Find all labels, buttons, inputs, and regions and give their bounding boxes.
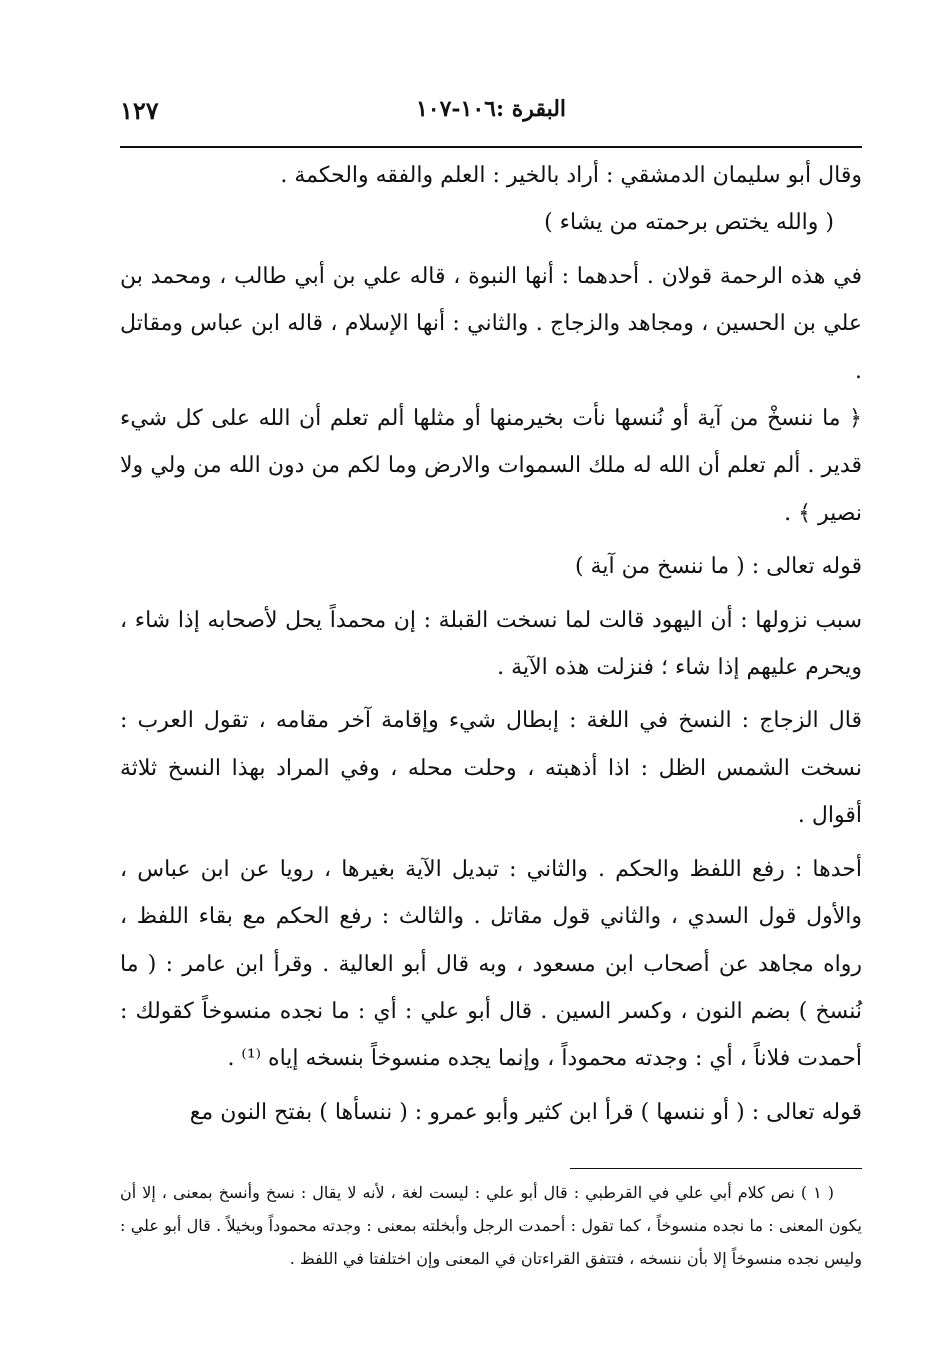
paragraph: أحدها : رفع اللفظ والحكم . والثاني : تبديل الآية بغيرها ، رويا عن ابن عباس ، والأول قول السدي ، والثاني قول مقاتل . والثالث : رفع الحكم مع بقاء اللفظ ، رواه مجاهد عن أصحاب ابن مسعود ، وبه قال أبو العالية . وقرأ ابن عامر : ( ما نُنسخ ) بضم النون ، وكسر السين . قال أبو علي : أي : ما نجده منسوخاً كقولك : أحمدت فلاناً ، أي : وجدته محموداً ، وإنما يجده منسوخاً بنسخه إياه ⁽¹⁾ . bbox=[120, 856, 862, 1072]
section-heading: قوله تعالى : ( ما ننسخ من آية ) bbox=[574, 554, 862, 580]
verse-quote: ( والله يختص برحمته من يشاء ) bbox=[544, 210, 834, 236]
main-text bbox=[120, 152, 862, 1136]
page-number: ١٢٧ bbox=[120, 96, 159, 125]
section-heading: قوله تعالى : ( أو ننسها ) قرأ ابن كثير وأبو عمرو : ( ننسأها ) بفتح النون مع bbox=[189, 1099, 862, 1125]
header-rule bbox=[120, 146, 862, 148]
footnote: ( ١ ) نص كلام أبي علي في القرطبي : قال أبو علي : ليست لغة ، لأنه لا يقال : نسخ وأنسخ بمعنى ، إلا أن يكون المعنى : ما نجده منسوخاً ، كما تقول : أحمدت الرجل وأبخلته بمعنى : وجدته محموداً وبخيلاً . قال أبو علي : وليس نجده منسوخاً إلا بأن ننسخه ، فتتفق القراءتان في المعنى وإن اختلفتا في اللفظ . bbox=[120, 1183, 862, 1268]
paragraph: قال الزجاج : النسخ في اللغة : إبطال شيء وإقامة آخر مقامه ، تقول العرب : نسخت الشمس الظل : اذا أذهبته ، وحلت محله ، وفي المراد بهذا النسخ ثلاثة أقوال . bbox=[120, 708, 862, 829]
footnote-rule bbox=[570, 1168, 862, 1169]
paragraph: سبب نزولها : أن اليهود قالت لما نسخت القبلة : إن محمداً يحل لأصحابه إذا شاء ، ويحرم عليهم إذا شاء ؛ فنزلت هذه الآية . bbox=[120, 607, 862, 681]
verse-quote: ﴿ ما ننسخْ من آية أو نُنسها نأت بخيرمنها أو مثلها ألم تعلم أن الله على كل شيء قدير . ألم تعلم أن الله له ملك السموات والارض وما لكم من دون الله من ولي ولا نصير ﴾ . bbox=[120, 406, 862, 526]
paragraph: في هذه الرحمة قولان . أحدهما : أنها النبوة ، قاله علي بن أبي طالب ، ومحمد بن علي بن الحسين ، ومجاهد والزجاج . والثاني : أنها الإسلام ، قاله ابن عباس ومقاتل . bbox=[120, 263, 862, 384]
footnotes bbox=[120, 1176, 862, 1275]
running-title: البقرة :١٠٦-١٠٧ bbox=[415, 96, 567, 122]
page-header bbox=[120, 96, 862, 136]
paragraph: وقال أبو سليمان الدمشقي : أراد بالخير : العلم والفقه والحكمة . bbox=[280, 163, 862, 188]
